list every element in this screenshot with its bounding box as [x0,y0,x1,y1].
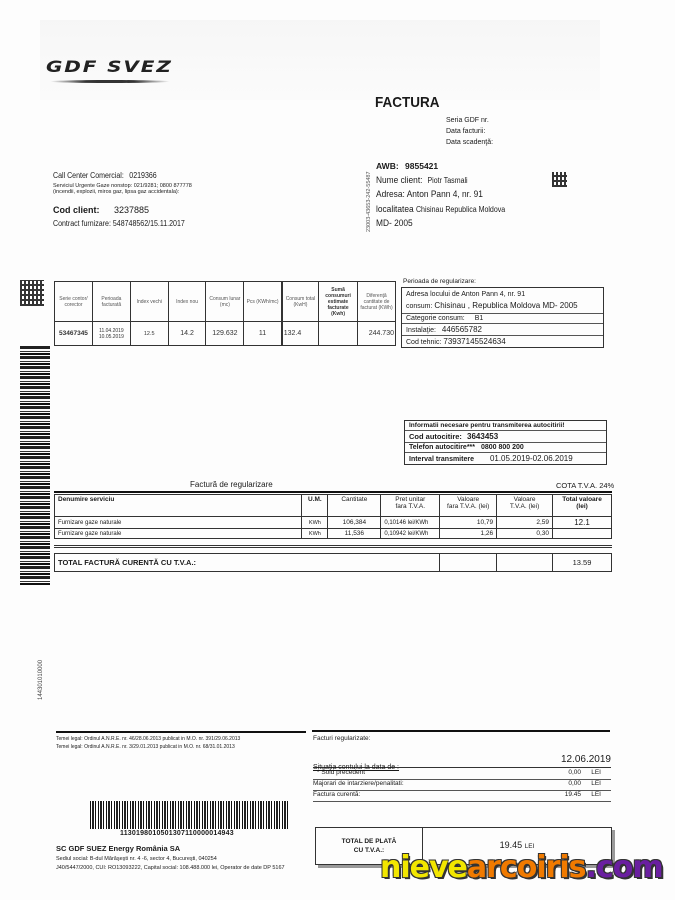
account-rule [312,730,610,732]
service-row [55,529,612,539]
invoice-meta [446,115,493,148]
autoread-title: Informatii necesare pentru transmiterea autocitirii! [405,421,606,431]
col-total-l2: (lei) [576,503,588,510]
account-row-value: 0,00 [568,769,581,776]
services-top-rule [54,491,612,493]
service-um: KWh [302,517,328,529]
col-price [381,495,440,517]
qr-code-icon [552,172,567,187]
col-value-l2: fara T.V.A. (lei) [447,503,490,510]
cell-serie: 53467345 [55,322,93,346]
location-installation [402,324,603,336]
location-tech-code [402,336,603,347]
services-total-table [54,553,612,572]
contact-block [53,171,203,228]
company-logo: GDF SVEZ [46,57,173,76]
side-code: 23003-43653-242-55487 [366,171,372,232]
location-consum-label: consum: [406,303,433,310]
service-value: 10,79 [440,517,497,529]
service-row [55,517,612,529]
tech-value: 73937145524634 [443,337,506,346]
col-um: U.M. [302,495,328,517]
services-total-row [55,554,612,572]
pay-value: 19.45 [499,840,523,850]
meter-table [54,281,396,346]
autoread-interval-value: 01.05.2019-02.06.2019 [489,454,573,463]
account-status-label: Situaţia contului la data de : [313,764,400,771]
col-vat-l2: T.V.A. (lei) [509,503,540,510]
legal-notes [56,735,240,751]
autoread-phone [405,443,606,453]
col-total [553,495,612,517]
recipient-block [376,159,523,232]
location-box [401,287,604,348]
service-name: Furnizare gaze naturale [55,517,302,529]
client-name-label: Nume client: [376,174,423,186]
client-code [53,205,203,215]
col-index-nou: Index nou [168,282,206,322]
watermark-part-2: arcoiris [466,850,586,885]
col-price-l1: Pret unitar [395,496,426,503]
service-total [553,529,612,539]
col-vat [497,495,553,517]
watermark-part-3: .com [585,850,663,885]
col-consum-lunar: Consum lunar (mc) [206,282,244,322]
autoread-code-value: 3643453 [467,432,499,441]
meta-series-label: Seria GDF nr. [446,117,489,124]
client-address-value: Anton Pann 4, nr. 91 [406,189,483,200]
meter-table-header [55,282,396,322]
location-address-value: Anton Pann 4, nr. 91 [461,291,526,298]
col-price-l2: fara T.V.A. [395,503,426,510]
client-name [376,174,505,189]
regularization-period-label: Perioada de regularizare: [403,278,476,285]
account-row-unit: LEI [591,791,601,798]
cell-diferenta: 244.730 [358,322,396,346]
services-total-empty-1 [440,554,497,572]
call-center-value: 0219366 [129,171,157,180]
services-title: Factură de regularizare [190,480,273,489]
category-value: B1 [474,315,484,322]
col-index-vechi: Index vechi [130,282,168,322]
client-code-value: 3237885 [114,205,150,215]
urgent-line-1: Serviciul Urgente Gaze nonstop: 021/9281; 0800 877778 [53,183,192,189]
account-row-unit: LEI [591,780,601,787]
client-locality-value: Chisinau Republica Moldova [415,204,506,214]
services-table [54,494,612,539]
location-category [402,314,603,324]
autoread-interval [405,453,606,464]
pay-label-2: CU T.V.A.: [353,847,385,854]
regularized-label: Facturi regularizate: [313,735,371,742]
meter-table-row [55,322,396,346]
install-value: 446565782 [441,325,482,334]
contract [53,219,185,228]
col-perioada: Perioada facturată [92,282,130,322]
contract-value: 548748562/15.11.2017 [112,219,185,228]
legal-note-2: Temei legal: Ordinul A.N.R.E. nr. 3/29.01.2013 publicat in M.O. nr. 68/31.01.2013 [56,744,235,750]
call-center [53,171,185,180]
service-vat: 0,30 [497,529,553,539]
location-address [402,288,603,314]
call-center-label: Call Center Comercial: [53,171,124,180]
account-row [313,769,611,780]
col-consum-total: Consum total (KwH) [282,282,319,322]
account-row-value: 19.45 [564,791,581,798]
cell-consum-lunar: 129.632 [206,322,244,346]
watermark [380,850,663,885]
datamatrix-icon [20,280,44,306]
watermark-part-1: nieve [380,850,467,885]
cell-perioada [92,322,130,346]
client-code-label: Cod client: [53,205,100,215]
col-serie: Serie contor/ corector [55,282,93,322]
company-address: Sediul social: B-dul Mărăşeşti nr. 4 -6, sector 4, Bucureşti, 040254 [56,856,217,862]
service-total: 12.1 [553,517,612,529]
services-total-empty-2 [497,554,553,572]
account-status-date: 12.06.2019 [560,754,611,765]
awb [376,159,523,174]
col-qty [328,495,381,517]
client-postal: MD- 2005 [376,218,413,229]
col-service-name: Denumire serviciu [55,495,302,517]
col-diferenta: Diferenţă cantitate de facturat (KWh) [358,282,396,322]
autoread-interval-label: Interval transmitere [409,456,474,463]
service-price: 0,10146 lei/KWh [381,517,440,529]
col-total-l1: Total valoare [562,496,602,503]
client-locality-label: localitatea [376,203,414,215]
service-name: Furnizare gaze naturale [55,529,302,539]
pay-label-1: TOTAL DE PLATĂ [341,838,397,845]
awb-label: AWB: [376,161,399,171]
meta-date-label: Data facturii: [446,128,486,135]
barcode-number: 1130198010501307110000014943 [120,830,234,837]
logo-swoosh [50,80,170,83]
service-value: 1,26 [440,529,497,539]
legal-rule [56,731,306,733]
account-row [313,791,611,802]
services-header-row [55,495,612,517]
account-rows [313,769,611,802]
account-status [313,754,611,771]
service-um: KWh [302,529,328,539]
account-row [313,780,611,791]
meta-due-label: Data scadenţă: [446,139,494,146]
invoice-title: FACTURA [375,94,440,111]
payment-barcode [90,801,290,829]
vat-rate: COTA T.V.A. 24% [556,481,615,490]
cell-sume-estimate [319,322,358,346]
company-registration: J40/5447/2000, CUI: RO13093222, Capital social: 108.488.000 lei, Operator de date DP 5167 [56,865,285,870]
autoread-phone-label: Telefon autocitire*** [409,444,475,451]
account-row-label: Factura curentă: [313,791,361,798]
client-address [376,188,505,203]
col-pcs: Pcs (KWh/mc) [244,282,282,322]
col-value [440,495,497,517]
cell-pcs: 11 [244,322,282,346]
autoread-code [405,431,606,443]
install-label: Instalaţie: [406,327,436,334]
col-vat-l1: Valoare [513,496,536,503]
account-row-label: Majorari de intarziere/penalitati: [313,780,404,787]
col-value-l1: Valoare [457,496,480,503]
client-name-value: Piotr Tasmali [427,175,468,185]
service-qty: 11,536 [328,529,381,539]
col-qty-label: Cantitate [341,496,368,503]
service-price: 0,10942 lei/KWh [381,529,440,539]
category-label: Categorie consum: [406,315,465,322]
pay-unit: LEI [524,843,535,850]
services-double-rule [54,545,612,548]
autoread-code-label: Cod autocitire: [409,432,462,441]
tech-label: Cod tehnic: [406,339,442,346]
awb-value: 9855421 [405,161,439,171]
location-address-label: Adresa locului de [406,291,460,298]
legal-note-1: Temei legal: Ordinul A.N.R.E. nr. 46/28.06.2013 publicat in M.O. nr. 391/29.06.2013 [56,736,241,742]
account-row-unit: LEI [591,769,601,776]
cell-consum-total: 132.4 [282,322,319,346]
contract-label: Contract furnizare: [53,219,111,228]
service-qty: 106,384 [328,517,381,529]
services-total-value: 13.59 [553,554,612,572]
cell-index-nou: 14.2 [168,322,206,346]
services-total-label: TOTAL FACTURĂ CURENTĂ CU T.V.A.: [55,554,440,572]
col-sume-estimate: Sumă consumuri estimate facturate (Kwh) [319,282,358,322]
client-address-label: Adresa: [376,189,405,200]
urgent-line-2: (incendii, explozii, miros gaz, lipsa gaz accidentala): [53,189,180,195]
period-start: 11.04.2019 [99,327,124,334]
period-end: 10.05.2019 [98,333,124,340]
account-row-value: 0,00 [568,780,581,787]
location-consum-value: Chisinau , Republica Moldova MD- 2005 [434,301,578,310]
vertical-code: 144301010000 [38,659,44,700]
autoread-phone-value: 0800 800 200 [480,444,524,451]
client-locality [376,203,505,218]
company-name: SC GDF SUEZ Energy România SA [56,844,181,853]
service-vat: 2,59 [497,517,553,529]
vertical-barcode [20,345,50,585]
autoread-box [404,420,607,465]
cell-index-vechi: 12.5 [130,322,168,346]
account-row-label: * Sold precedent [317,769,366,776]
